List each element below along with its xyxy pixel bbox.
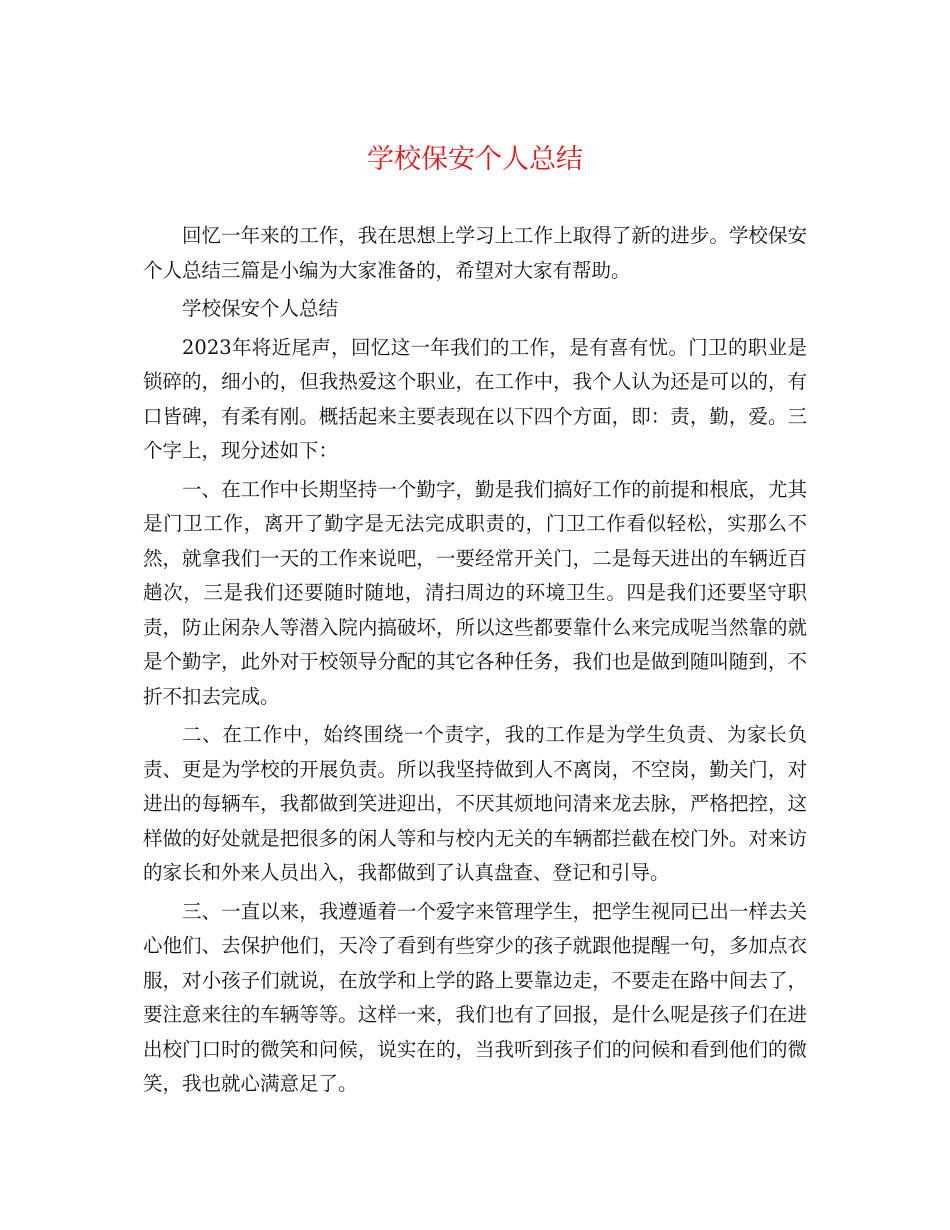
document-body xyxy=(143,219,807,1106)
section-three-paragraph: 三、一直以来，我遵遁着一个爱字来管理学生，把学生视同已出一样去关心他们、去保护他们，天冷了看到有些穿少的孩子就跟他提醒一句，多加点衣服，对小孩子们就说，在放学和上学的路上要靠边走，不要走在路中间去了，要注意来往的车辆等等。这样一来，我们也有了回报，是什么呢是孩子们在进出校门口时的微笑和问候，说实在的，当我听到孩子们的问候和看到他们的微笑，我也就心满意足了。 xyxy=(143,899,807,1095)
intro-paragraph: 回忆一年来的工作，我在思想上学习上工作上取得了新的进步。学校保安个人总结三篇是小编为大家准备的，希望对大家有帮助。 xyxy=(143,224,807,282)
subtitle-paragraph: 学校保安个人总结 xyxy=(182,297,339,320)
section-two-paragraph: 二、在工作中，始终围绕一个责字，我的工作是为学生负责、为家长负责、更是为学校的开展负责。所以我坚持做到人不离岗，不空岗，勤关门，对进出的每辆车，我都做到笑进迎出，不厌其烦地问清来龙去脉，严格把控，这样做的好处就是把很多的闲人等和与校内无关的车辆都拦截在校门外。对来访的家长和外来人员出入，我都做到了认真盘查、登记和引导。 xyxy=(143,723,807,884)
document-title: 学校保安个人总结 xyxy=(367,144,583,175)
section-one-paragraph: 一、在工作中长期坚持一个勤字，勤是我们搞好工作的前提和根底，尤其是门卫工作，离开了勤字是无法完成职责的，门卫工作看似轻松，实那么不然，就拿我们一天的工作来说吧，一要经常开关门，二是每天进出的车辆近百趟次，三是我们还要随时随地，清扫周边的环境卫生。四是我们还要坚守职责，防止闲杂人等潜入院内搞破坏，所以这些都要靠什么来完成呢当然靠的就是个勤字，此外对于校领导分配的其它各种任务，我们也是做到随叫随到，不折不扣去完成。 xyxy=(143,477,807,708)
opening-paragraph: 2023年将近尾声，回忆这一年我们的工作，是有喜有忧。门卫的职业是锁碎的，细小的，但我热爱这个职业，在工作中，我个人认为还是可以的，有口皆碑，有柔有刚。概括起来主要表现在以下四个方面，即：责，勤，爱。三个字上，现分述如下： xyxy=(143,335,807,462)
